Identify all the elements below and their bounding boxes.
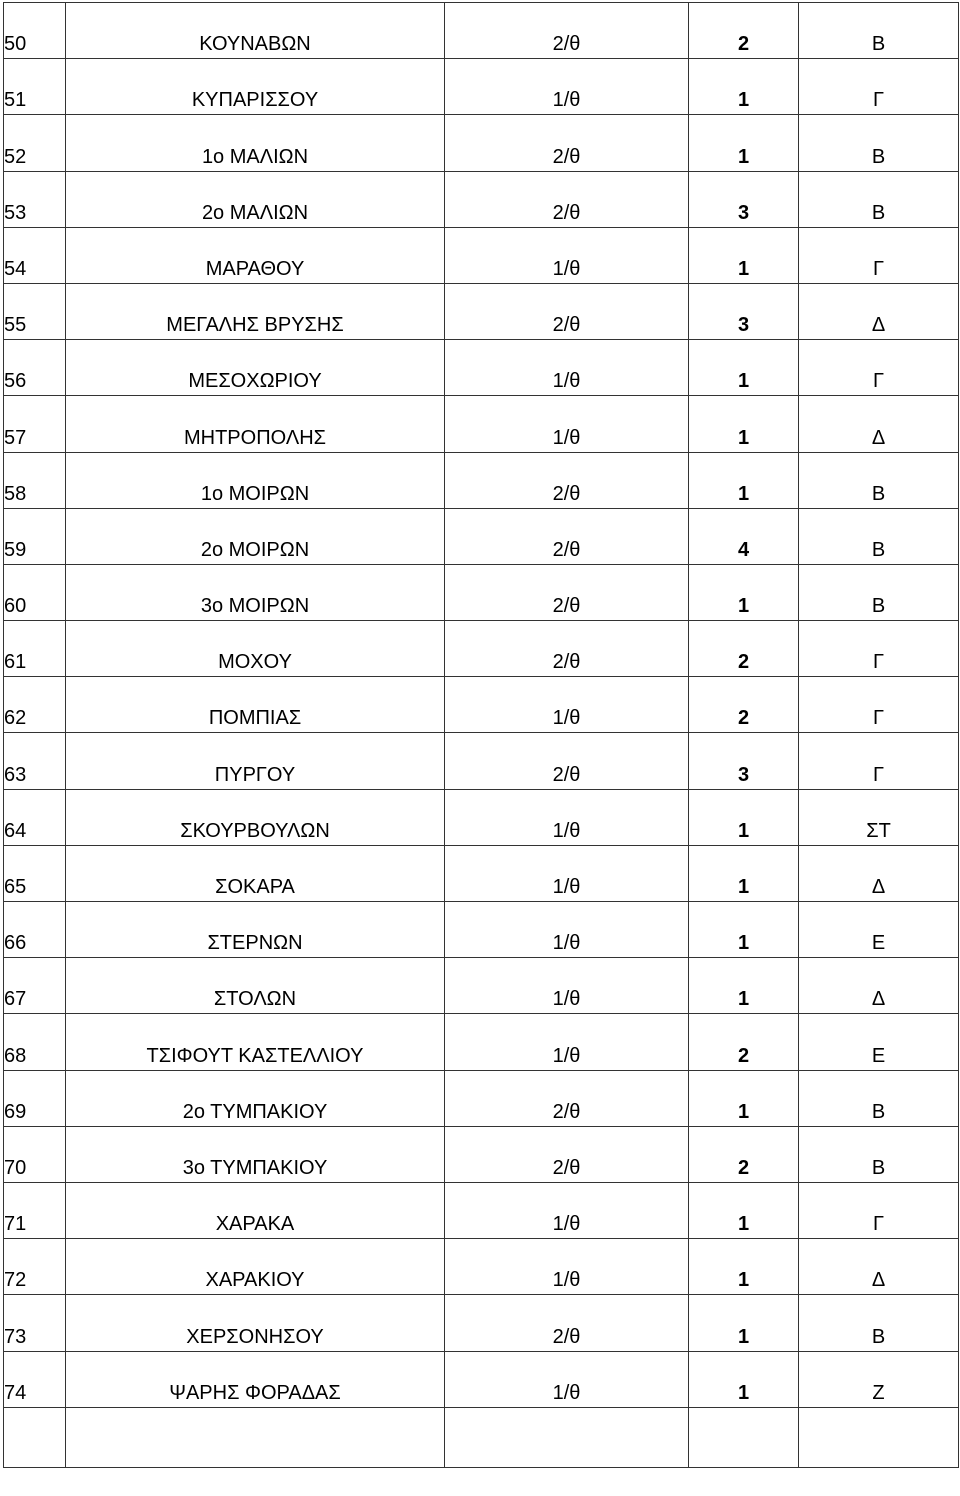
position-count-cell: 2 [689,1014,799,1070]
row-number-cell: 73 [4,1295,66,1351]
row-number-cell: 64 [4,789,66,845]
category-cell: Ε [799,1014,959,1070]
row-number-cell: 69 [4,1070,66,1126]
school-type-cell: 2/θ [445,733,689,789]
category-cell: Γ [799,227,959,283]
table-row [4,1182,959,1238]
row-number-cell: 68 [4,1014,66,1070]
position-count-cell: 1 [689,115,799,171]
position-count-cell: 1 [689,902,799,958]
row-number-cell: 70 [4,1126,66,1182]
school-name-cell: ΠΟΜΠΙΑΣ [66,677,445,733]
table-row [4,59,959,115]
table-body [4,3,959,1468]
table-row [4,283,959,339]
table-row [4,3,959,59]
row-number-cell: 72 [4,1239,66,1295]
school-name-cell: ΧΑΡΑΚΙΟΥ [66,1239,445,1295]
table-row [4,115,959,171]
empty-cell [799,1407,959,1467]
category-cell: Γ [799,733,959,789]
school-name-cell: ΜΑΡΑΘΟΥ [66,227,445,283]
school-name-cell: ΠΥΡΓΟΥ [66,733,445,789]
school-name-cell: ΜΗΤΡΟΠΟΛΗΣ [66,396,445,452]
school-name-cell: ΣΟΚΑΡΑ [66,845,445,901]
school-type-cell: 2/θ [445,1295,689,1351]
table-row [4,621,959,677]
row-number-cell: 59 [4,508,66,564]
position-count-cell: 2 [689,621,799,677]
position-count-cell: 1 [689,564,799,620]
row-number-cell: 54 [4,227,66,283]
position-count-cell: 1 [689,1070,799,1126]
school-name-cell: ΧΑΡΑΚΑ [66,1182,445,1238]
row-number-cell: 67 [4,958,66,1014]
table-row [4,171,959,227]
position-count-cell: 1 [689,396,799,452]
row-number-cell: 61 [4,621,66,677]
table-row [4,508,959,564]
category-cell: Β [799,1295,959,1351]
school-name-cell: ΜΟΧΟΥ [66,621,445,677]
school-name-cell: ΚΥΠΑΡΙΣΣΟΥ [66,59,445,115]
school-type-cell: 2/θ [445,508,689,564]
row-number-cell: 52 [4,115,66,171]
table-row [4,564,959,620]
school-type-cell: 2/θ [445,283,689,339]
school-type-cell: 2/θ [445,171,689,227]
table-row [4,845,959,901]
table-row [4,1295,959,1351]
school-type-cell: 1/θ [445,958,689,1014]
school-type-cell: 2/θ [445,621,689,677]
row-number-cell: 56 [4,340,66,396]
table-row [4,1239,959,1295]
position-count-cell: 1 [689,227,799,283]
category-cell: Δ [799,958,959,1014]
school-name-cell: ΣΚΟΥΡΒΟΥΛΩΝ [66,789,445,845]
category-cell: Δ [799,1239,959,1295]
row-number-cell: 51 [4,59,66,115]
position-count-cell: 1 [689,845,799,901]
category-cell: Ζ [799,1351,959,1407]
school-name-cell: 1ο ΜΟΙΡΩΝ [66,452,445,508]
table-row [4,1070,959,1126]
position-count-cell: 1 [689,1182,799,1238]
category-cell: Β [799,115,959,171]
position-count-cell: 2 [689,1126,799,1182]
position-count-cell: 1 [689,452,799,508]
category-cell: Γ [799,340,959,396]
table-row [4,340,959,396]
category-cell: Β [799,1070,959,1126]
school-name-cell: 2ο ΜΟΙΡΩΝ [66,508,445,564]
school-name-cell: ΧΕΡΣΟΝΗΣΟΥ [66,1295,445,1351]
category-cell: Δ [799,396,959,452]
empty-cell [66,1407,445,1467]
school-type-cell: 2/θ [445,115,689,171]
category-cell: Β [799,3,959,59]
position-count-cell: 1 [689,1351,799,1407]
position-count-cell: 2 [689,3,799,59]
school-name-cell: 2ο ΜΑΛΙΩΝ [66,171,445,227]
category-cell: Β [799,452,959,508]
row-number-cell: 53 [4,171,66,227]
position-count-cell: 3 [689,171,799,227]
category-cell: Β [799,1126,959,1182]
row-number-cell: 63 [4,733,66,789]
school-name-cell: ΨΑΡΗΣ ΦΟΡΑΔΑΣ [66,1351,445,1407]
row-number-cell: 62 [4,677,66,733]
school-type-cell: 2/θ [445,3,689,59]
table-row [4,452,959,508]
school-type-cell: 1/θ [445,227,689,283]
position-count-cell: 1 [689,1295,799,1351]
table-row [4,1014,959,1070]
position-count-cell: 1 [689,958,799,1014]
table-row [4,1126,959,1182]
row-number-cell: 57 [4,396,66,452]
school-type-cell: 2/θ [445,452,689,508]
table-row [4,677,959,733]
position-count-cell: 3 [689,733,799,789]
school-type-cell: 1/θ [445,845,689,901]
row-number-cell: 71 [4,1182,66,1238]
school-name-cell: ΤΣΙΦΟΥΤ ΚΑΣΤΕΛΛΙΟΥ [66,1014,445,1070]
schools-table [3,2,959,1468]
school-name-cell: ΜΕΓΑΛΗΣ ΒΡΥΣΗΣ [66,283,445,339]
position-count-cell: 1 [689,1239,799,1295]
category-cell: Β [799,171,959,227]
school-name-cell: 3ο ΜΟΙΡΩΝ [66,564,445,620]
table-row [4,902,959,958]
table-row [4,396,959,452]
school-type-cell: 2/θ [445,1070,689,1126]
empty-table-row [4,1407,959,1467]
school-name-cell: ΚΟΥΝΑΒΩΝ [66,3,445,59]
school-type-cell: 2/θ [445,1126,689,1182]
row-number-cell: 50 [4,3,66,59]
row-number-cell: 65 [4,845,66,901]
school-type-cell: 1/θ [445,1239,689,1295]
position-count-cell: 1 [689,340,799,396]
school-type-cell: 2/θ [445,564,689,620]
position-count-cell: 1 [689,789,799,845]
row-number-cell: 55 [4,283,66,339]
school-type-cell: 1/θ [445,789,689,845]
position-count-cell: 1 [689,59,799,115]
school-name-cell: ΣΤΕΡΝΩΝ [66,902,445,958]
category-cell: Β [799,564,959,620]
category-cell: Ε [799,902,959,958]
category-cell: Γ [799,621,959,677]
school-name-cell: 2ο ΤΥΜΠΑΚΙΟΥ [66,1070,445,1126]
table-row [4,789,959,845]
school-name-cell: 1ο ΜΑΛΙΩΝ [66,115,445,171]
table-row [4,958,959,1014]
empty-cell [4,1407,66,1467]
school-type-cell: 1/θ [445,1182,689,1238]
school-type-cell: 1/θ [445,396,689,452]
school-name-cell: ΣΤΟΛΩΝ [66,958,445,1014]
category-cell: Γ [799,1182,959,1238]
school-type-cell: 1/θ [445,340,689,396]
category-cell: ΣΤ [799,789,959,845]
row-number-cell: 58 [4,452,66,508]
position-count-cell: 4 [689,508,799,564]
table-row [4,1351,959,1407]
table-row [4,227,959,283]
school-type-cell: 1/θ [445,677,689,733]
row-number-cell: 60 [4,564,66,620]
school-name-cell: ΜΕΣΟΧΩΡΙΟΥ [66,340,445,396]
category-cell: Γ [799,59,959,115]
school-type-cell: 1/θ [445,1014,689,1070]
school-name-cell: 3ο ΤΥΜΠΑΚΙΟΥ [66,1126,445,1182]
school-type-cell: 1/θ [445,902,689,958]
category-cell: Δ [799,845,959,901]
category-cell: Δ [799,283,959,339]
position-count-cell: 2 [689,677,799,733]
row-number-cell: 66 [4,902,66,958]
position-count-cell: 3 [689,283,799,339]
school-type-cell: 1/θ [445,1351,689,1407]
table-row [4,733,959,789]
school-type-cell: 1/θ [445,59,689,115]
category-cell: Β [799,508,959,564]
row-number-cell: 74 [4,1351,66,1407]
empty-cell [689,1407,799,1467]
empty-cell [445,1407,689,1467]
category-cell: Γ [799,677,959,733]
